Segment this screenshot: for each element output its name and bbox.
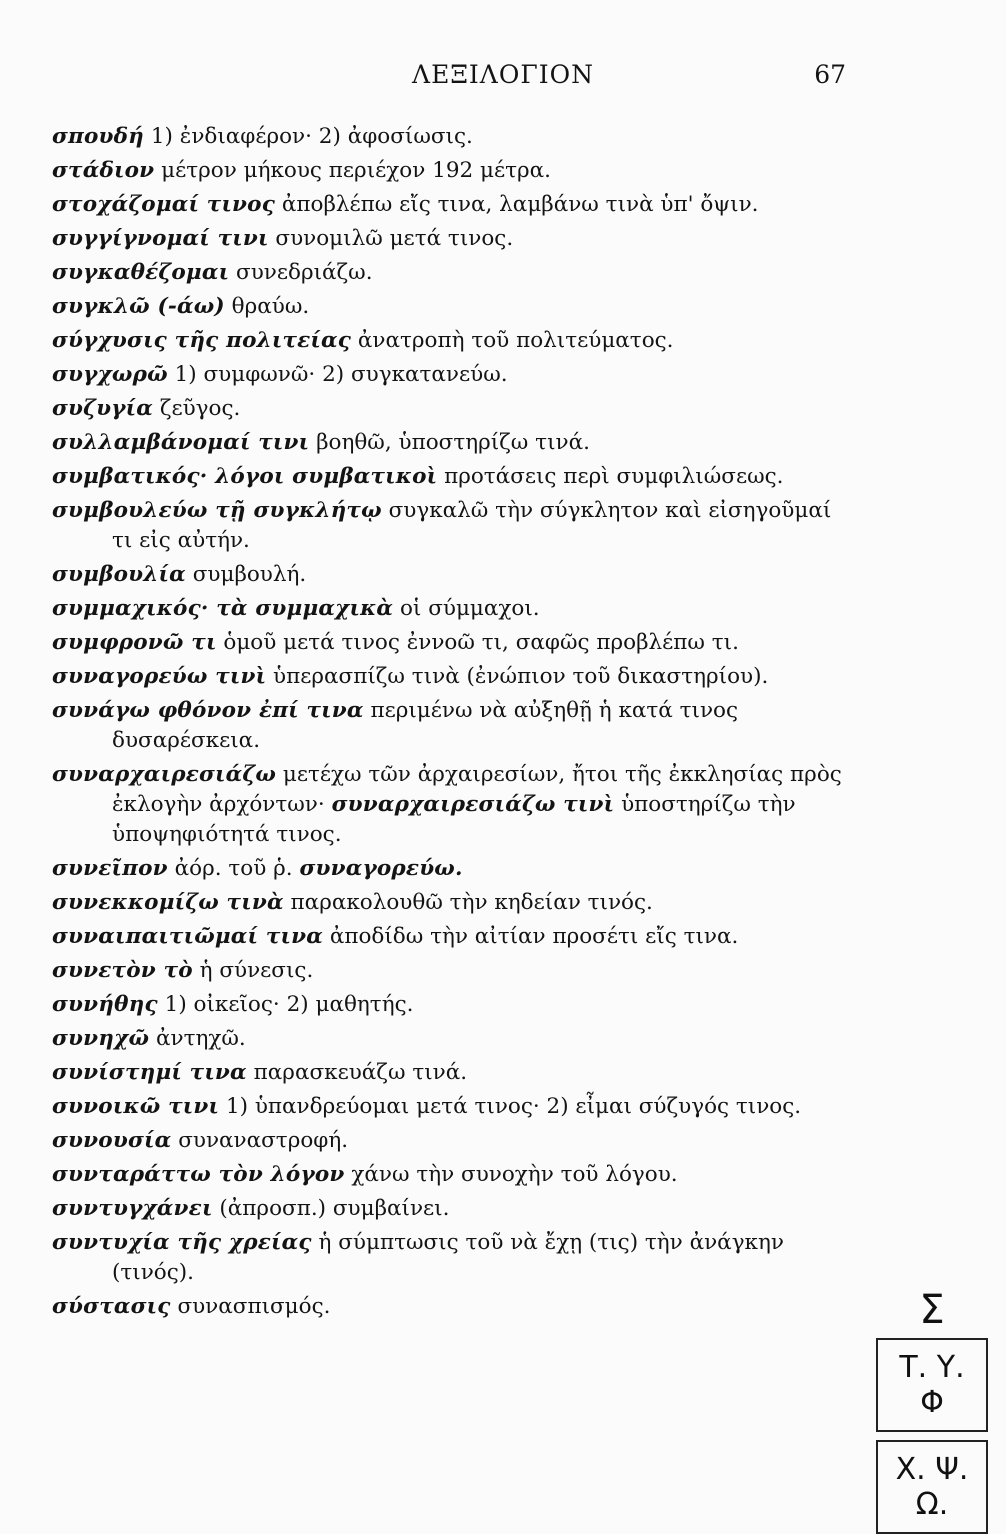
- entry-definition: συναναστροφή.: [178, 1128, 349, 1153]
- margin-note-tyf: Τ. Υ. Φ: [876, 1338, 988, 1432]
- entry-definition: ὑπερασπίζω τινὰ (ἐνώπιον τοῦ δικαστηρίου).: [273, 664, 769, 689]
- entry-head: συναιπαιτιῶμαί τινα: [52, 924, 323, 949]
- entry-head: συνηχῶ: [52, 1026, 150, 1051]
- entry: [52, 1024, 852, 1054]
- entry-definition: 1) ἐνδιαφέρον· 2) ἀφοσίωσις.: [150, 124, 473, 149]
- entry-list: [52, 122, 852, 1326]
- entry: [52, 594, 852, 624]
- entry-definition: 1) ὑπανδρεύομαι μετά τινος· 2) εἶμαι σύζυγός τινος.: [225, 1094, 802, 1119]
- entry-head: συνοικῶ τινι: [52, 1094, 220, 1119]
- entry-definition: παρακολουθῶ τὴν κηδείαν τινός.: [290, 890, 653, 915]
- entry: [52, 560, 852, 590]
- entry-definition: περιμένω νὰ αὐξηθῇ ἡ κατά τινος δυσαρέσκεια.: [112, 698, 739, 753]
- entry-definition: συγκαλῶ τὴν σύγκλητον καὶ εἰσηγοῦμαί τι εἰς αὐτήν.: [112, 498, 832, 553]
- margin-note-sigma: Σ: [919, 1287, 945, 1333]
- entry-definition: ἀποδίδω τὴν αἰτίαν προσέτι εἴς τινα.: [329, 924, 739, 949]
- entry-head: συμβατικός· λόγοι συμβατικοὶ: [52, 464, 438, 489]
- entry-head: συνετὸν τὸ: [52, 958, 193, 983]
- handwritten-margin-notes: [876, 1287, 988, 1534]
- entry-definition: 1) οἰκεῖος· 2) μαθητής.: [164, 992, 414, 1017]
- entry-head: συνουσία: [52, 1128, 172, 1153]
- page-number: 67: [814, 60, 846, 89]
- entry-head: συνήθης: [52, 992, 158, 1017]
- entry: [52, 662, 852, 692]
- entry-head: συντυγχάνει: [52, 1196, 213, 1221]
- entry-subhead: συναρχαιρεσιάζω τινὶ: [331, 792, 615, 817]
- entry: [52, 326, 852, 356]
- entry-definition: ὁμοῦ μετά τινος ἐννοῶ τι, σαφῶς προβλέπω τι.: [223, 630, 739, 655]
- entry-definition: μετέχω τῶν ἀρχαιρεσίων, ἤτοι τῆς ἐκκλησίας πρὸς ἐκλογὴν ἀρχόντων·: [112, 762, 842, 817]
- entry-definition: ἀντηχῶ.: [155, 1026, 246, 1051]
- entry-definition: μέτρον μήκους περιέχον 192 μέτρα.: [161, 158, 552, 183]
- entry-head: συναγορεύω τινὶ: [52, 664, 267, 689]
- entry: [52, 258, 852, 288]
- entry: [52, 628, 852, 658]
- entry-head: συμμαχικός· τὰ συμμαχικὰ: [52, 596, 394, 621]
- entry-head: συντυχία τῆς χρείας: [52, 1230, 312, 1255]
- entry: [52, 394, 852, 424]
- margin-note-xpsw: Χ. Ψ. Ω.: [876, 1440, 988, 1534]
- entry-head: συμφρονῶ τι: [52, 630, 217, 655]
- entry-definition: ἡ σύμπτωσις τοῦ νὰ ἔχῃ (τις) τὴν ἀνάγκην (τινός).: [112, 1230, 784, 1285]
- entry: [52, 990, 852, 1020]
- entry-head: συνεῖπον: [52, 856, 168, 881]
- entry-head: συνεκκομίζω τινὰ: [52, 890, 284, 915]
- entry: [52, 1126, 852, 1156]
- entry: [52, 956, 852, 986]
- entry-definition: οἱ σύμμαχοι.: [399, 596, 540, 621]
- entry-definition: βοηθῶ, ὑποστηρίζω τινά.: [316, 430, 590, 455]
- entry-head: συγχωρῶ: [52, 362, 168, 387]
- entry-definition: θραύω.: [231, 294, 310, 319]
- entry: [52, 1160, 852, 1190]
- entry-definition: παρασκευάζω τινά.: [253, 1060, 468, 1085]
- entry-definition: ζεῦγος.: [159, 396, 241, 421]
- entry-head: συμβουλεύω τῇ συγκλήτῳ: [52, 498, 382, 523]
- entry-definition: προτάσεις περὶ συμφιλιώσεως.: [444, 464, 784, 489]
- entry-definition: ἡ σύνεσις.: [199, 958, 314, 983]
- entry-head: στάδιον: [52, 158, 155, 183]
- entry: [52, 190, 852, 220]
- entry: [52, 760, 852, 850]
- entry-definition: 1) συμφωνῶ· 2) συγκατανεύω.: [174, 362, 508, 387]
- entry: [52, 224, 852, 254]
- entry-subdefinition: ὑποστηρίζω τὴν ὑποψηφιότητά τινος.: [112, 792, 796, 847]
- page-title: ΛΕΞΙΛΟΓΙΟΝ: [412, 60, 594, 89]
- entry-definition: (ἀπροσπ.) συμβαίνει.: [219, 1196, 450, 1221]
- entry: [52, 428, 852, 458]
- entry: [52, 462, 852, 492]
- entry: [52, 888, 852, 918]
- entry-definition: ἀνατροπὴ τοῦ πολιτεύματος.: [357, 328, 674, 353]
- entry: [52, 360, 852, 390]
- entry-head: συνταράττω τὸν λόγον: [52, 1162, 345, 1187]
- entry-head: συνάγω φθόνον ἐπί τινα: [52, 698, 364, 723]
- entry: [52, 1194, 852, 1224]
- entry: [52, 1092, 852, 1122]
- entry: [52, 922, 852, 952]
- entry-definition: ἀποβλέπω εἴς τινα, λαμβάνω τινὰ ὑπ' ὄψιν.: [281, 192, 759, 217]
- entry-head: συνίστημί τινα: [52, 1060, 247, 1085]
- entry: [52, 696, 852, 756]
- entry-head: συμβουλία: [52, 562, 186, 587]
- entry: [52, 496, 852, 556]
- entry-head: σύγχυσις τῆς πολιτείας: [52, 328, 352, 353]
- entry-head: συγκλῶ (-άω): [52, 294, 225, 319]
- entry-head: συλλαμβάνομαί τινι: [52, 430, 310, 455]
- entry-head: σύστασις: [52, 1294, 171, 1319]
- entry: [52, 156, 852, 186]
- entry-crossref: συναγορεύω.: [299, 856, 463, 881]
- entry-head: σπουδή: [52, 124, 145, 149]
- entry: [52, 1058, 852, 1088]
- entry: [52, 292, 852, 322]
- entry-head: στοχάζομαί τινος: [52, 192, 276, 217]
- entry: [52, 1292, 852, 1322]
- entry-head: συγκαθέζομαι: [52, 260, 230, 285]
- entry-definition: συνεδριάζω.: [236, 260, 373, 285]
- entry: [52, 122, 852, 152]
- entry-definition: συνασπισμός.: [177, 1294, 331, 1319]
- entry: [52, 1228, 852, 1288]
- entry-definition: ἀόρ. τοῦ ῥ.: [174, 856, 293, 881]
- entry: [52, 854, 852, 884]
- entry-definition: συνομιλῶ μετά τινος.: [275, 226, 514, 251]
- entry-head: συναρχαιρεσιάζω: [52, 762, 276, 787]
- entry-head: συζυγία: [52, 396, 153, 421]
- entry-definition: συμβουλή.: [192, 562, 307, 587]
- entry-head: συγγίγνομαί τινι: [52, 226, 269, 251]
- entry-definition: χάνω τὴν συνοχὴν τοῦ λόγου.: [351, 1162, 678, 1187]
